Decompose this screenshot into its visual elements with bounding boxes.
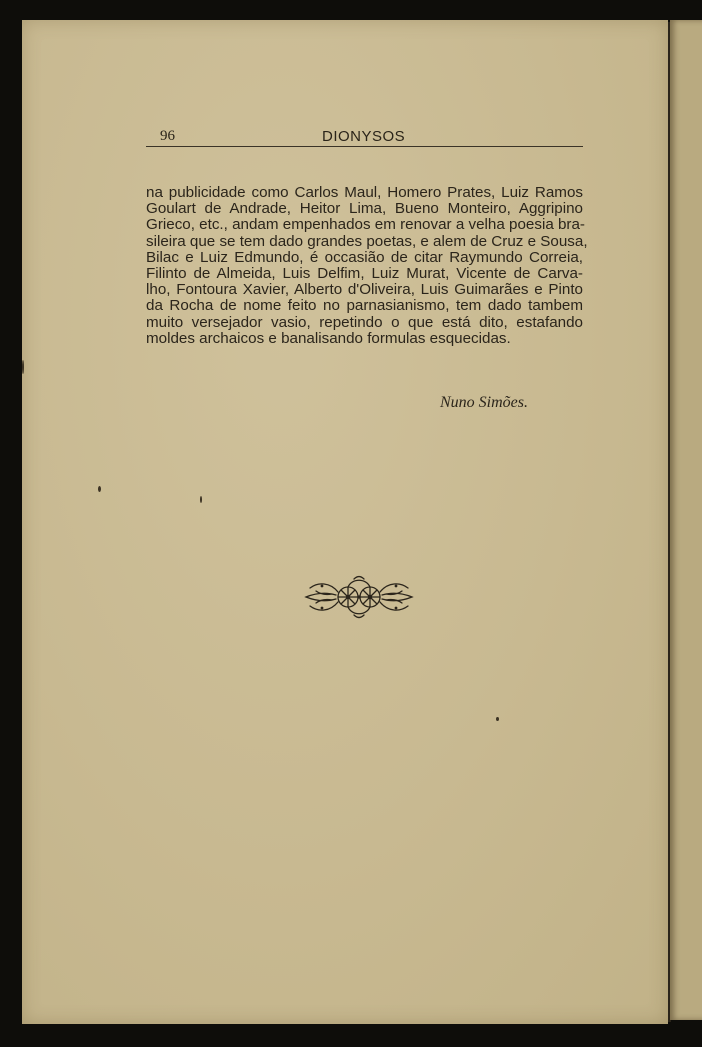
running-title: DIONYSOS: [322, 128, 406, 145]
author-signature: Nuno Simões.: [440, 394, 528, 411]
paper-speck: [496, 717, 499, 721]
page-number: 96: [160, 128, 175, 144]
text-line: muito versejador vasio, repetindo o que está dito, estafando: [146, 313, 583, 331]
running-header: [146, 128, 583, 148]
body-paragraph: [146, 184, 588, 347]
text-line: da Rocha de nome feito no parnasianismo, tem dado tambem: [146, 297, 583, 315]
text-line: Bilac e Luiz Edmundo, é occasião de citar Raymundo Correia,: [146, 248, 583, 266]
text-line: sileira que se tem dado grandes poetas, e alem de Cruz e Sousa,: [146, 232, 588, 250]
facing-page-edge: [670, 20, 702, 1020]
text-line: moldes archaicos e banalisando formulas esquecidas.: [146, 329, 511, 347]
paper-speck: [22, 360, 24, 374]
text-line: Grieco, etc., andam empenhados em renovar a velha poesia bra-: [146, 216, 585, 234]
book-page: [22, 20, 668, 1024]
paper-speck: [98, 486, 101, 492]
text-line: Filinto de Almeida, Luis Delfim, Luiz Murat, Vicente de Carva-: [146, 265, 583, 283]
floral-ornament-icon: [302, 574, 414, 620]
text-line: lho, Fontoura Xavier, Alberto d'Oliveira, Luis Guimarães e Pinto: [146, 281, 583, 299]
paper-speck: [200, 496, 202, 503]
text-line: Goulart de Andrade, Heitor Lima, Bueno Monteiro, Aggripino: [146, 200, 583, 218]
text-line: na publicidade como Carlos Maul, Homero Prates, Luiz Ramos: [146, 184, 583, 201]
header-rule: [146, 146, 583, 147]
